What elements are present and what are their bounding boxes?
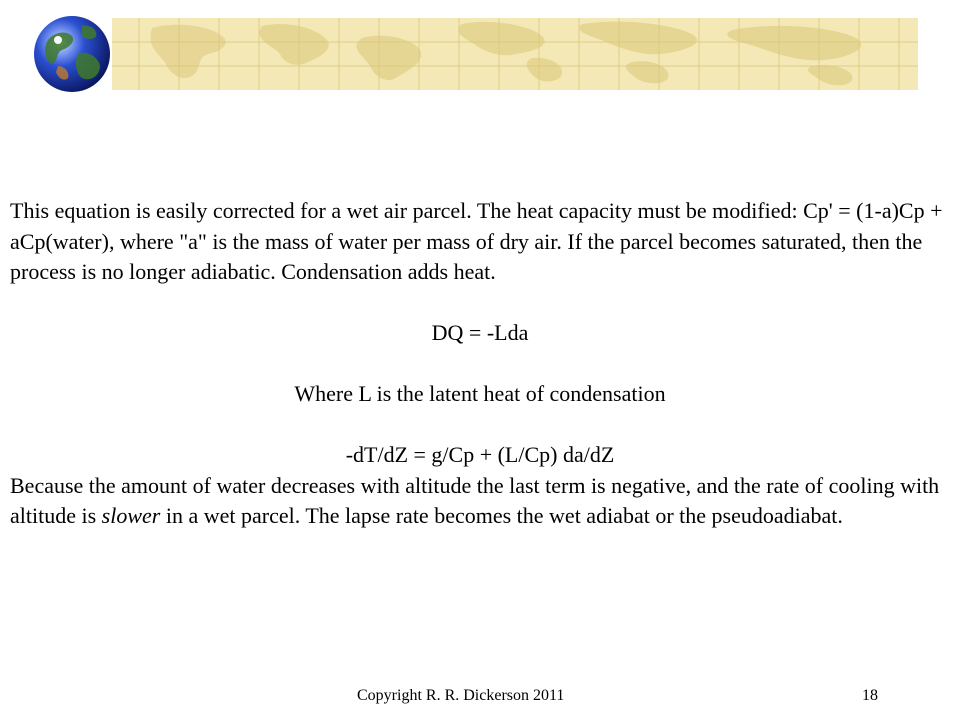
paragraph-conclusion-emphasis: slower xyxy=(101,503,161,528)
spacer xyxy=(10,410,950,441)
slide-header xyxy=(0,0,960,120)
paragraph-conclusion xyxy=(10,471,950,532)
world-map-banner xyxy=(112,18,918,90)
footer-copyright: Copyright R. R. Dickerson 2011 xyxy=(357,687,565,704)
equation-lapse-rate: -dT/dZ = g/Cp + (L/Cp) da/dZ xyxy=(345,442,615,467)
world-map-graphic xyxy=(112,18,918,90)
spacer xyxy=(10,288,950,319)
latent-heat-note: Where L is the latent heat of condensation xyxy=(294,381,666,406)
paragraph-wet-parcel: This equation is easily corrected for a wet air parcel. The heat capacity must be modified: Cp' = (1-a)Cp + aCp(water), where "a" is the mass of water per mass of dry air. If the parcel becomes saturated, then the process is no longer adiabatic. Condensation adds heat. xyxy=(10,198,943,284)
spacer xyxy=(10,349,950,380)
slide-body xyxy=(10,196,950,532)
slide-number: 18 xyxy=(862,687,878,704)
equation-heat-release: DQ = -Lda xyxy=(431,320,529,345)
paragraph-conclusion-start: Because the amount of water decreases with altitude the last term is negative, and the rate of cooling with altitude is xyxy=(10,472,940,528)
globe-icon xyxy=(28,10,116,98)
paragraph-conclusion-end: in a wet parcel. The lapse rate becomes the wet adiabat or the pseudoadiabat. xyxy=(160,503,843,528)
